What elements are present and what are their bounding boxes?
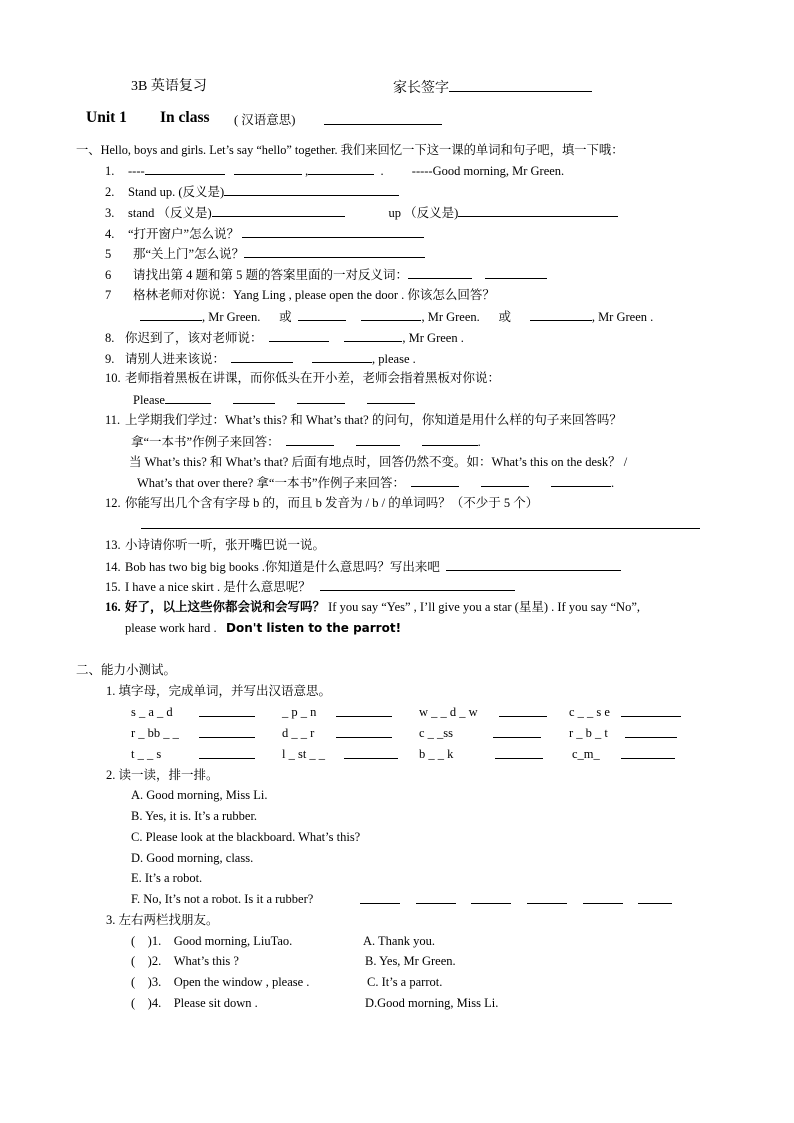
fill-word: s _ a _ d: [131, 705, 173, 719]
blank[interactable]: [625, 725, 677, 738]
match-left-item: ( )3. Open the window , please .: [131, 975, 310, 989]
blank[interactable]: [527, 891, 567, 904]
question-7-answers: , Mr Green. 或 , Mr Green. 或 , Mr Green .: [140, 308, 653, 325]
fill-word: c _ _ s e: [569, 705, 610, 719]
question-7: 7 格林老师对你说：Yang Ling , please open the door . 你该怎么回答？: [105, 288, 495, 302]
fill-word: r _ b _ t: [569, 726, 608, 740]
blank[interactable]: [367, 391, 415, 404]
part1-heading: 一、Hello, boys and girls. Let’s say “hello” together. 我们来回忆一下这一课的单词和句子吧，填一下哦：: [76, 143, 624, 157]
blank[interactable]: [361, 308, 421, 321]
blank[interactable]: [621, 704, 681, 717]
blank[interactable]: [165, 391, 211, 404]
blank[interactable]: [312, 350, 372, 363]
question-16: 16. 好了，以上这些你都会说和会写吗？ If you say “Yes” , I’ll give you a star (星星) . If you say “No”,: [105, 600, 640, 614]
fill-word: l _ st _ _: [282, 747, 326, 761]
blank[interactable]: [471, 891, 511, 904]
blank[interactable]: [551, 474, 611, 487]
blank[interactable]: [199, 704, 255, 717]
question-1: 1. ---- , . -----Good morning, Mr Green.: [105, 164, 565, 178]
question-6: 6 请找出第 4 题和第 5 题的答案里面的一对反义词：: [105, 266, 547, 283]
question-11-line4: What’s that over there? 拿“一本书”作例子来回答： .: [137, 476, 615, 490]
blank[interactable]: [621, 746, 675, 759]
blank[interactable]: [638, 891, 672, 904]
question-3: 3. stand （反义是) up （反义是): [105, 204, 618, 221]
question-8: 8. 你迟到了，该对老师说： , Mr Green .: [105, 331, 464, 345]
dialog-line: C. Please look at the blackboard. What’s this?: [131, 830, 361, 844]
meaning-prompt: ( 汉语意思): [234, 113, 296, 127]
match-right-item: A. Thank you.: [363, 934, 435, 948]
blank[interactable]: [530, 308, 592, 321]
order-blanks: [360, 891, 672, 908]
question-11-line3: 当 What’s this? 和 What’s that? 后面有地点时，回答仍然不变。如：What’s this on the desk？ /: [129, 455, 628, 469]
question-11-line2: 拿“一本书”作例子来回答： .: [131, 435, 481, 449]
match-right-item: C. It’s a parrot.: [367, 975, 443, 989]
dialog-line: E. It’s a robot.: [131, 871, 203, 885]
blank[interactable]: [411, 474, 459, 487]
dialog-line: A. Good morning, Miss Li.: [131, 788, 268, 802]
parent-signature-blank[interactable]: [449, 79, 592, 92]
fill-word: c_m_: [572, 747, 600, 761]
blank[interactable]: [297, 391, 345, 404]
blank[interactable]: [320, 578, 515, 591]
part2-heading: 二、能力小测试。: [76, 663, 177, 677]
blank[interactable]: [286, 433, 334, 446]
blank[interactable]: [212, 204, 345, 217]
match-right-item: D.Good morning, Miss Li.: [365, 996, 499, 1010]
blank[interactable]: [336, 704, 392, 717]
parent-signature-label: 家长签字: [393, 79, 592, 97]
blank[interactable]: [495, 746, 543, 759]
blank[interactable]: [140, 308, 202, 321]
question-9: 9. 请别人进来该说： , please .: [105, 352, 416, 366]
blank[interactable]: [408, 266, 472, 279]
blank[interactable]: [233, 391, 275, 404]
blank[interactable]: [145, 162, 225, 175]
question-12-answer-line[interactable]: [141, 516, 700, 529]
question-11: 11. 上学期我们学过：What’s this? 和 What’s that? 的问句，你知道是用什么样的句子来回答吗？: [105, 413, 622, 427]
unit-meaning-blank[interactable]: [324, 112, 442, 125]
unit-number: Unit 1: [86, 109, 127, 126]
blank[interactable]: [344, 746, 398, 759]
blank[interactable]: [308, 162, 374, 175]
fill-word: _ p _ n: [282, 705, 317, 719]
blank[interactable]: [485, 266, 547, 279]
question-5: 5 那“关上门”怎么说？: [105, 245, 425, 262]
blank[interactable]: [269, 329, 329, 342]
blank[interactable]: [336, 725, 392, 738]
question-14: 14. Bob has two big big books .你知道是什么意思吗？写出来吧: [105, 558, 621, 575]
worksheet-title: 3B 英语复习: [131, 79, 207, 94]
question-10-answers: Please: [133, 391, 415, 408]
fill-word: d _ _ r: [282, 726, 315, 740]
section-2-title: 2. 读一读，排一排。: [106, 768, 219, 782]
unit-name: In class: [160, 109, 210, 126]
question-15: 15. I have a nice skirt . 是什么意思呢？: [105, 578, 515, 595]
blank[interactable]: [244, 245, 425, 258]
blank[interactable]: [360, 891, 400, 904]
match-left-item: ( )4. Please sit down .: [131, 996, 258, 1010]
blank[interactable]: [224, 183, 399, 196]
fill-word: b _ _ k: [419, 747, 454, 761]
blank[interactable]: [493, 725, 541, 738]
fill-word: r _ bb _ _: [131, 726, 179, 740]
match-left-item: ( )1. Good morning, LiuTao.: [131, 934, 293, 948]
question-4: 4. “打开窗户”怎么说？: [105, 225, 424, 242]
parrot-note: Don't listen to the parrot!: [226, 621, 402, 635]
fill-word: t _ _ s: [131, 747, 162, 761]
blank[interactable]: [242, 225, 424, 238]
question-10: 10. 老师指着黑板在讲课，而你低头在开小差，老师会指着黑板对你说：: [105, 371, 501, 385]
blank[interactable]: [344, 329, 402, 342]
dialog-line: B. Yes, it is. It’s a rubber.: [131, 809, 258, 823]
blank[interactable]: [446, 558, 621, 571]
blank[interactable]: [499, 704, 547, 717]
question-13: 13. 小诗请你听一听，张开嘴巴说一说。: [105, 538, 326, 552]
blank[interactable]: [422, 433, 478, 446]
dialog-line: F. No, It’s not a robot. Is it a rubber?: [131, 892, 314, 906]
dialog-line: D. Good morning, class.: [131, 851, 254, 865]
blank[interactable]: [356, 433, 400, 446]
match-right-item: B. Yes, Mr Green.: [365, 954, 456, 968]
section-3-title: 3. 左右两栏找朋友。: [106, 913, 219, 927]
question-12: 12. 你能写出几个含有字母 b 的，而且 b 发音为 / b / 的单词吗？（不少于 5 个）: [105, 496, 539, 510]
fill-word: w _ _ d _ w: [419, 705, 478, 719]
blank[interactable]: [231, 350, 293, 363]
blank[interactable]: [298, 308, 346, 321]
blank[interactable]: [199, 725, 255, 738]
section-1-title: 1. 填字母，完成单词，并写出汉语意思。: [106, 684, 332, 698]
match-left-item: ( )2. What’s this ?: [131, 954, 239, 968]
blank[interactable]: [583, 891, 623, 904]
question-16-line2: please work hard . Don't listen to the parrot!: [125, 621, 402, 635]
blank[interactable]: [199, 746, 255, 759]
blank[interactable]: [416, 891, 456, 904]
blank[interactable]: [234, 162, 302, 175]
fill-word: c _ _ss: [419, 726, 454, 740]
question-2: 2. Stand up. (反义是): [105, 183, 399, 200]
blank[interactable]: [481, 474, 529, 487]
blank[interactable]: [458, 204, 618, 217]
